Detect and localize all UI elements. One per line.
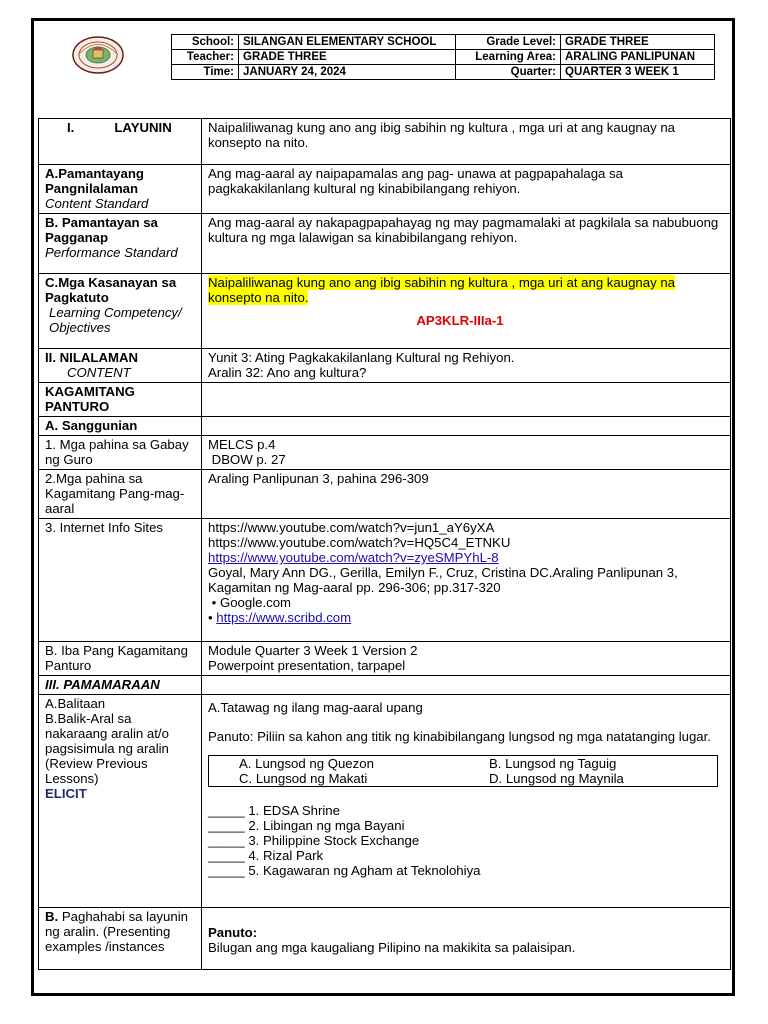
quarter-label: Quarter: — [456, 65, 561, 80]
paghahabi-text: Bilugan ang mga kaugaliang Pilipino na makikita sa palaisipan. — [208, 940, 576, 955]
balik-aral-label: B.Balik-Aral sa nakaraang aralin at/o pagsisimula ng aralin (Review Previous Lessons) — [45, 711, 169, 786]
lesson-plan-table — [38, 118, 731, 970]
nilalaman-heading — [39, 349, 202, 383]
quiz-item-5: _____ 5. Kagawaran ng Agham at Teknolohiya — [208, 863, 481, 878]
content-standard-label: A.Pamantayang Pangnilalaman — [45, 166, 144, 196]
choice-a: A. Lungsod ng Quezon — [239, 756, 374, 771]
row-performance-standard — [39, 214, 731, 274]
teacher-value: GRADE THREE — [239, 50, 456, 65]
layunin-label: LAYUNIN — [114, 120, 172, 135]
paghahabi-cell — [202, 908, 731, 970]
performance-standard-text: Ang mag-aaral ay nakapagpapahayag ng may pagmamalaki at pagkilala sa nabubuong kultura ng mga lalawigan sa kinabibilangang rehiyon. — [202, 214, 731, 274]
gabay-label: 1. Mga pahina sa Gabay ng Guro — [39, 436, 202, 470]
nilalaman-label-en: CONTENT — [67, 365, 131, 380]
quiz-item-1: _____ 1. EDSA Shrine — [208, 803, 340, 818]
row-paghahabi — [39, 908, 731, 970]
performance-standard-label-en: Performance Standard — [45, 245, 178, 260]
sanggunian-heading: A. Sanggunian — [39, 417, 202, 436]
school-value: SILANGAN ELEMENTARY SCHOOL — [239, 35, 456, 50]
choices-box — [208, 755, 718, 787]
competency-label: C.Mga Kasanayan sa Pagkatuto — [45, 275, 177, 305]
internet-bullet: • — [208, 610, 217, 625]
internet-google: • Google.com — [208, 595, 292, 610]
row-iba-pang — [39, 642, 731, 676]
row-layunin — [39, 119, 731, 165]
content-standard-label-en: Content Standard — [45, 196, 149, 211]
competency-text: Naipaliliwanag kung ano ang ibig sabihin ng kultura , mga uri at ang kaugnay na konsepto na nito. — [208, 275, 676, 305]
choice-c: C. Lungsod ng Makati — [239, 771, 368, 786]
school-label: School: — [172, 35, 239, 50]
competency-label-en: Learning Competency/ Objectives — [49, 305, 182, 335]
time-value: JANUARY 24, 2024 — [239, 65, 456, 80]
header-table — [171, 34, 715, 80]
paghahabi-label: Paghahabi sa layunin ng aralin. (Presenting examples /instances — [45, 909, 188, 954]
row-kagamitan — [39, 383, 731, 417]
row-internet — [39, 519, 731, 642]
internet-url-2: https://www.youtube.com/watch?v=HQ5C4_ETNKU — [208, 535, 511, 550]
internet-link-3[interactable]: https://www.youtube.com/watch?v=zyeSMPYhL-8 — [208, 550, 499, 565]
gabay-cell — [202, 436, 731, 470]
sanggunian-empty — [202, 417, 731, 436]
row-pamamaraan — [39, 676, 731, 695]
area-label: Learning Area: — [456, 50, 561, 65]
choice-b: B. Lungsod ng Taguig — [489, 756, 617, 771]
quiz-item-2: _____ 2. Libingan ng mga Bayani — [208, 818, 405, 833]
iba-pang-presentation: Powerpoint presentation, tarpapel — [208, 658, 406, 673]
paghahabi-letter: B. — [45, 909, 59, 924]
nilalaman-label: II. NILALAMAN — [45, 350, 139, 365]
iba-pang-label: B. Iba Pang Kagamitang Panturo — [39, 642, 202, 676]
teacher-label: Teacher: — [172, 50, 239, 65]
competency-heading — [39, 274, 202, 349]
internet-cell — [202, 519, 731, 642]
row-content-standard — [39, 165, 731, 214]
internet-url-1: https://www.youtube.com/watch?v=jun1_aY6yXA — [208, 520, 495, 535]
gabay-melcs: MELCS p.4 — [208, 437, 276, 452]
nilalaman-unit: Yunit 3: Ating Pagkakakilanlang Kultural ng Rehiyon. — [208, 350, 515, 365]
pamamaraan-empty — [202, 676, 731, 695]
nilalaman-cell — [202, 349, 731, 383]
layunin-heading — [39, 119, 202, 165]
row-gabay — [39, 436, 731, 470]
iba-pang-cell — [202, 642, 731, 676]
performance-standard-heading — [39, 214, 202, 274]
internet-reference: Goyal, Mary Ann DG., Gerilla, Emilyn F., Cruz, Cristina DC.Araling Panlipunan 3, Kagamitan ng Mag-aaral pp. 296-306; pp.317-320 — [208, 565, 678, 595]
row-kagamitan-pang — [39, 470, 731, 519]
pamamaraan-heading: III. PAMAMARAAN — [39, 676, 202, 695]
quiz-item-3: _____ 3. Philippine Stock Exchange — [208, 833, 420, 848]
layunin-text: Naipaliliwanag kung ano ang ibig sabihin ng kultura , mga uri at ang kaugnay na konsepto na nito. — [202, 119, 731, 165]
competency-code: AP3KLR-IIIa-1 — [416, 313, 504, 328]
row-competency — [39, 274, 731, 349]
content-standard-heading — [39, 165, 202, 214]
row-nilalaman — [39, 349, 731, 383]
balitaan-instruction: A.Tatawag ng ilang mag-aaral upang — [208, 700, 423, 715]
row-sanggunian — [39, 417, 731, 436]
choice-d: D. Lungsod ng Maynila — [489, 771, 624, 786]
row-balitaan — [39, 695, 731, 908]
grade-label: Grade Level: — [456, 35, 561, 50]
kagamitan-pang-label: 2.Mga pahina sa Kagamitang Pang-mag-aaral — [39, 470, 202, 519]
quiz-item-4: _____ 4. Rizal Park — [208, 848, 324, 863]
school-seal-logo — [72, 36, 124, 74]
grade-value: GRADE THREE — [561, 35, 715, 50]
gabay-dbow: DBOW p. 27 — [208, 452, 286, 467]
area-value: ARALING PANLIPUNAN — [561, 50, 715, 65]
content-standard-text: Ang mag-aaral ay naipapamalas ang pag- unawa at pagpapahalaga sa pagkakakilanlang kultural ng kinabibilangang rehiyon. — [202, 165, 731, 214]
kagamitan-pang-text: Araling Panlipunan 3, pahina 296-309 — [202, 470, 731, 519]
quarter-value: QUARTER 3 WEEK 1 — [561, 65, 715, 80]
internet-link-scribd[interactable]: https://www.scribd.com — [216, 610, 352, 625]
competency-cell — [202, 274, 731, 349]
performance-standard-label: B. Pamantayan sa Pagganap — [45, 215, 158, 245]
iba-pang-module: Module Quarter 3 Week 1 Version 2 — [208, 643, 418, 658]
balitaan-panuto: Panuto: Piliin sa kahon ang titik ng kinabibilangang lungsod ng mga natatanging lugar. — [208, 729, 711, 744]
paghahabi-panuto: Panuto: — [208, 925, 258, 940]
balitaan-label: A.Balitaan — [45, 696, 106, 711]
nilalaman-lesson: Aralin 32: Ano ang kultura? — [208, 365, 367, 380]
internet-label: 3. Internet Info Sites — [39, 519, 202, 642]
time-label: Time: — [172, 65, 239, 80]
balitaan-cell — [202, 695, 731, 908]
layunin-number: I. — [67, 120, 75, 135]
balitaan-heading — [39, 695, 202, 908]
kagamitan-empty — [202, 383, 731, 417]
elicit-label: ELICIT — [45, 786, 87, 801]
kagamitan-heading: KAGAMITANG PANTURO — [39, 383, 202, 417]
paghahabi-heading — [39, 908, 202, 970]
